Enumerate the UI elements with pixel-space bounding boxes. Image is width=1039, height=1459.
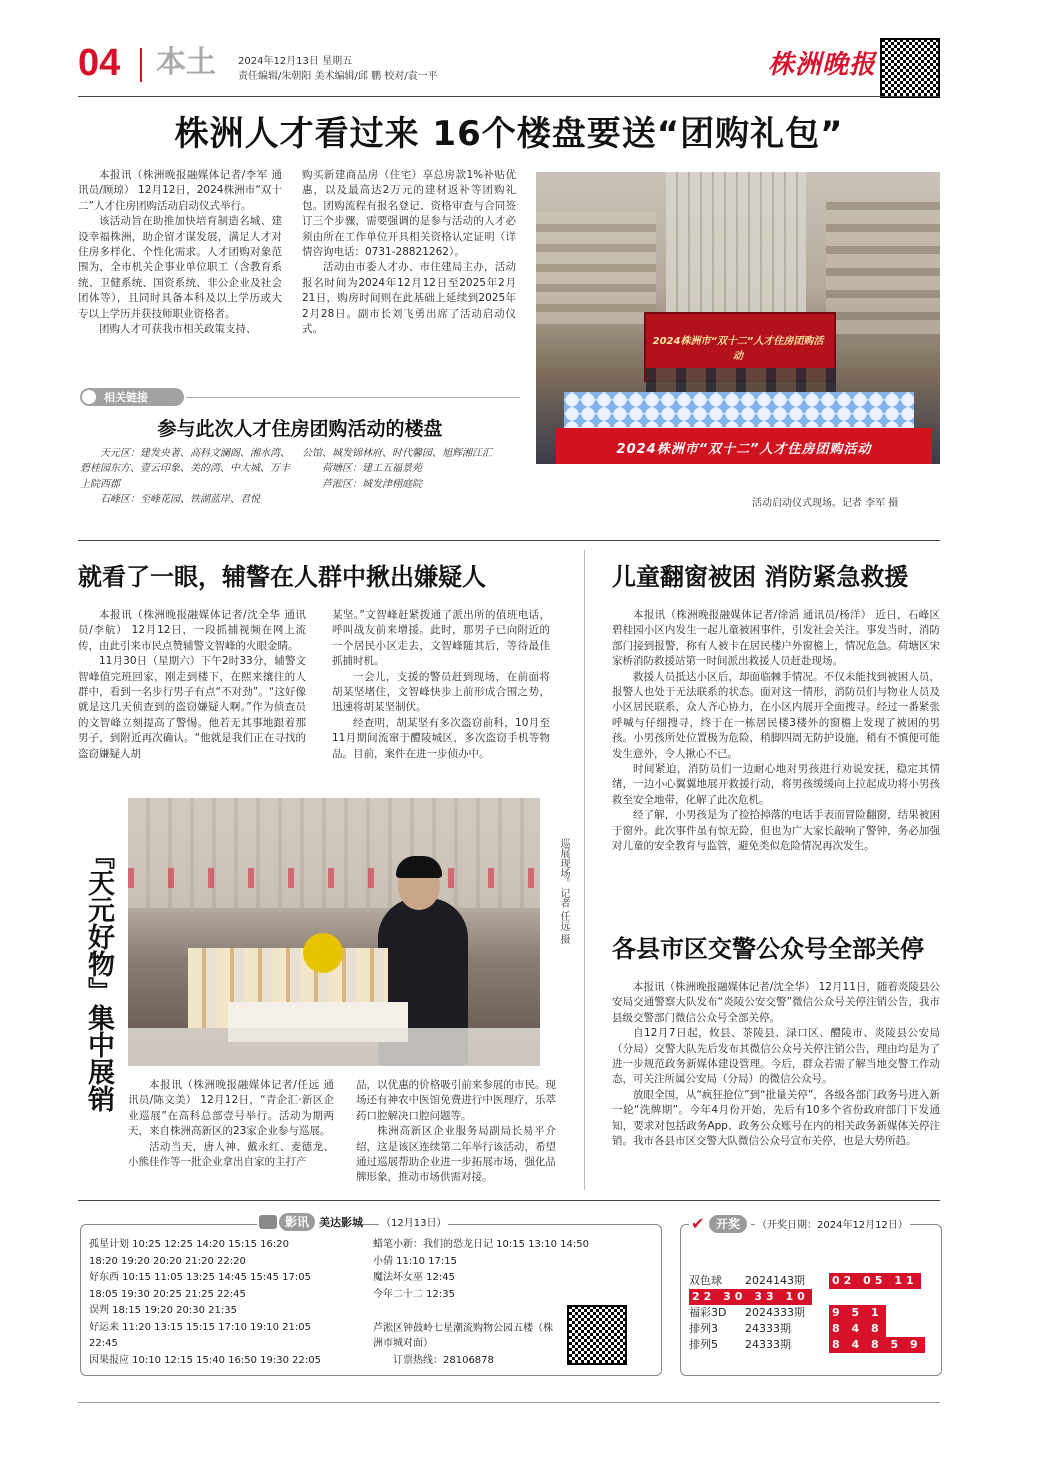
movie-line: 蜡笔小新：我们的恐龙日记 10:15 13:10 14:50 — [373, 1239, 589, 1250]
lottery-issue: 24333期 — [745, 1338, 791, 1351]
article1-p5: 活动由市委人才办、市住建局主办，活动报名时间为2024年12月12日至2025年2月21日，购房时间则在此基础上延续到2025年2月28日。副市长刘飞勇出席了活动启动仪式。 — [302, 261, 516, 336]
article2-p5: 经查明，胡某坚有多次盗窃前科，10月至11月期间流窜于醴陵城区，多次盗窃手机等物品。目前，案件在进一步侦办中。 — [332, 716, 550, 760]
lottery-rows — [689, 1273, 935, 1353]
lottery-issue: 2024143期 — [745, 1274, 805, 1287]
headline-article2: 就看了一眼，辅警在人群中揪出嫌疑人 — [78, 563, 486, 591]
article3-p4: 株洲高新区企业服务局副局长易平介绍，这是该区连续第二年举行该活动，希望通过巡展帮助企业进一步拓展市场，强化品牌形象，推动市场供需对接。 — [356, 1125, 556, 1184]
article2-p2: 11月30日（星期六）下午2时33分，辅警文智峰值完班回家，刚走到楼下，在熙来攘往的人群中，看到一名步行男子有点“不对劲”。“这好像就是这几天侦查到的盗窃嫌疑人啊。”作为侦查员的文智峰立刻提高了警惕。他若无其事地跟着那男子，到附近再次确认。“他就是我们正在寻找的盗窃嫌疑人胡 — [78, 655, 306, 760]
article3-photo-caption: 巡展现场。记者 任远 摄 — [558, 838, 569, 945]
stage-banner-text: 2024株洲市“双十二”人才住房团购活动 — [616, 442, 872, 457]
header-qr-code — [880, 38, 940, 98]
lottery-tag — [689, 1213, 751, 1235]
article1-col1 — [78, 168, 282, 337]
article4-p3: 时间紧迫，消防员们一边耐心地对男孩进行劝说安抚，稳定其情绪，一边小心翼翼地展开救援行动，将男孩缓缓向上拉起成功将小男孩救至安全地带，化解了此次危机。 — [612, 763, 940, 806]
article5-body — [612, 980, 940, 1149]
movie-line: 18:05 19:30 20:25 21:25 22:45 — [89, 1288, 246, 1300]
article5-p2: 自12月7日起，攸县、茶陵县、渌口区、醴陵市、炎陵县公安局（分局）交警大队先后发布其微信公众号关停注销公告，理由均是为了进一步规范政务新媒体建设管理。今后，群众若需了解当地交警工作动态，可关注所属公安局（分局）的微信公众号。 — [612, 1027, 940, 1086]
cinema-name: 美达影城 — [319, 1216, 363, 1229]
article3-photo — [128, 798, 540, 1066]
stage-screen-text: 2024株洲市“双十二”人才住房团购活动 — [652, 336, 824, 362]
article1-photo — [536, 172, 940, 464]
lottery-row — [689, 1337, 935, 1353]
lottery-name: 福彩3D — [689, 1306, 727, 1319]
movie-box — [80, 1215, 662, 1376]
editors-line: 责任编辑/朱朝阳 美术编辑/邱 鹏 校对/袁一平 — [238, 71, 438, 82]
cinema-qr-code — [567, 1305, 627, 1365]
movie-line: 18:20 19:20 20:20 21:20 22:20 — [89, 1255, 246, 1267]
article4-p1: 本报讯（株洲晚报融媒体记者/徐滔 通讯员/杨洋） 近日，石峰区碧桂园小区内发生一起儿童被困事件，引发社会关注。事发当时，消防部门接到报警，称有人被卡在居民楼户外窗檐上，情况危急。荷塘区宋家桥消防救援站第一时间派出救援人员赶赴现场。 — [612, 609, 940, 668]
lottery-numbers: 02 05 11 — [829, 1273, 921, 1289]
section-name: 本土 — [156, 45, 216, 80]
headline-article1: 株洲人才看过来 16个楼盘要送“团购礼包” — [174, 114, 844, 154]
film-reel-icon — [259, 1215, 277, 1229]
movie-date: （12月13日） — [379, 1214, 448, 1229]
lottery-row — [689, 1273, 935, 1289]
article4-body — [612, 608, 940, 855]
article1-p3: 团购人才可获我市相关政策支持、 — [99, 323, 257, 336]
article3-p3: 品，以优惠的价格吸引前来参展的市民。现场还有神农中医馆免费进行中医理疗，乐萃药口腔解决口腔问题等。 — [356, 1079, 556, 1122]
movie-line: 22:45 — [89, 1338, 118, 1349]
lottery-tag-label: 开奖 — [709, 1215, 747, 1233]
article1-p1: 本报讯（株洲晚报融媒体记者/李军 通讯员/顾琼） 12月12日，2024株洲市“双十二”人才住房团购活动启动仪式举行。 — [78, 169, 282, 212]
headline-article4: 儿童翻窗被困 消防紧急救援 — [612, 563, 909, 591]
article3-col2 — [356, 1078, 556, 1186]
article1-p2: 该活动旨在助推加快培育制造名城、建设幸福株洲，助企留才谋发展，满足人才对住房多样化、个性化需求。人才团购对象范围为，全市机关企事业单位职工（含教育系统、卫健系统、国资系统、非公企业及社会团体等），且同时具备本科及以上学历或大专以上学历并获技师职业资格者。 — [78, 215, 282, 320]
lottery-name: 排列5 — [689, 1338, 718, 1351]
movie-line: 魔法坏女巫 12:45 — [373, 1272, 455, 1283]
article4-p2: 救援人员抵达小区后，却面临棘手情况。不仅未能找到被困人员，报警人也处于无法联系的状态。面对这一情形，消防员们与物业人员及小区居民联系，众人齐心协力，在小区内展开全面搜寻。经过一番紧张呼喊与仔细搜寻，终于在一栋居民楼3楼外的窗檐上发现了被困的男孩。小男孩所处位置极为危险，稍脚四周无防护设施，稍有不慎便可能发生意外，令人揪心不已。 — [612, 670, 940, 760]
article5-p1: 本报讯（株洲晚报融媒体记者/沈全华） 12月11日，随着炎陵县公安局交通警察大队发布“炎陵公安交警”微信公众号关停注销公告，我市县级交警部门微信公众号全部关停。 — [612, 981, 940, 1024]
movie-line: 小倩 11:10 17:15 — [373, 1255, 457, 1267]
movie-line: 今年二十二 12:35 — [373, 1288, 455, 1300]
header-divider — [140, 48, 142, 82]
lottery-name: 排列3 — [689, 1322, 718, 1335]
related-tianyuan: 天元区：建发央著、高科文澜阁、湘水湾、碧桂园东方、壹云印象、美的湾、中大城、万丰上院西郡 — [80, 448, 290, 490]
article2-p4: 一会儿，支援的警员赶到现场，在前面将胡某坚堵住，文智峰快步上前形成合围之势，迅速将胡某坚制伏。 — [332, 670, 550, 714]
section-rule-2 — [78, 1200, 940, 1201]
lottery-name: 双色球 — [689, 1274, 722, 1287]
masthead-logo: 株洲晚报 — [768, 50, 877, 80]
related-tag — [80, 388, 184, 406]
article2-p1: 本报讯（株洲晚报融媒体记者/沈全华 通讯员/李航） 12月12日，一段抓捕视频在网上流传，由此引来市民点赞辅警文智峰的火眼金睛。 — [78, 609, 306, 652]
article4-p4: 经了解，小男孩是为了捡拾掉落的电话手表而冒险翻窗，结果被困于窗外。此次事件虽有惊无险，但也为广大家长敲响了警钟，务必加强对儿童的安全教育与监管，避免类似危险情况再次发生。 — [612, 809, 940, 853]
page-number: 04 — [78, 42, 121, 84]
lottery-row — [689, 1321, 935, 1337]
movie-line: 好运来 11:20 13:15 15:15 17:10 19:10 21:05 — [89, 1321, 311, 1333]
article1-p4: 购买新建商品房（住宅）享总房款1%补贴优惠，以及最高达2万元的建材返补等团购礼包。团购流程有报名登记、资格审查与合同签订三个步骤，需要强调的是参与活动的人才必须由所在工作单位开具相关资格认定证明（详情咨询电话：0731-28821262）。 — [302, 169, 516, 259]
movie-line: 孤星计划 10:25 12:25 14:20 15:15 16:20 — [89, 1239, 289, 1250]
headline-article5: 各县市区交警公众号全部关停 — [612, 935, 924, 963]
cinema-phone: 订票热线：28106878 — [393, 1355, 494, 1366]
lottery-numbers: 22 30 33 10 — [689, 1289, 812, 1305]
movie-line: 误判 18:15 19:20 20:30 21:35 — [89, 1305, 237, 1316]
related-shifeng-cont: 公馆、城发锦林府、时代馨园、旭辉湘江汇 — [302, 448, 492, 459]
related-tag-label: 相关链接 — [104, 391, 148, 404]
article3-p1: 本报讯（株洲晚报融媒体记者/任远 通讯员/陈文美） 12月12日，“青企汇·新区企业巡展”在高科总部壹号举行。活动为期两天，来自株洲高新区的23家企业参与巡展。 — [128, 1079, 334, 1138]
article2-col1 — [78, 608, 306, 762]
movie-list-right — [373, 1237, 657, 1303]
header-rule — [78, 96, 940, 97]
lottery-box — [680, 1214, 942, 1376]
movie-tag-label: 影讯 — [279, 1213, 315, 1231]
column-divider — [584, 550, 585, 1190]
article1-photo-caption: 活动启动仪式现场。记者 李军 摄 — [752, 498, 899, 509]
article5-p3: 放眼全国，从“疯狂抢位”到“批量关停”，各级各部门政务号进入新一轮“洗牌期”。今年4月份开始，先后有10多个省份政府部门下发通知，要求对包括政务App、政务公众账号在内的相关政务新媒体关停注销。我市各县市区交警大队微信公众号宣布关停，也是大势所趋。 — [612, 1088, 940, 1148]
balloon-row — [564, 392, 914, 430]
section-rule-1 — [78, 540, 940, 541]
lottery-row — [689, 1305, 935, 1321]
lottery-numbers: 8 4 8 — [829, 1321, 886, 1337]
movie-tag — [257, 1211, 363, 1233]
article1-col2 — [302, 168, 516, 337]
lottery-open-date: （开奖日期：2024年12月12日） — [755, 1216, 910, 1231]
page-header — [78, 40, 948, 98]
article2-col2 — [332, 608, 550, 762]
related-rule — [186, 397, 520, 398]
cinema-address: 芦淞区钟鼓岭七星潮流购物公园五楼（株洲市城对面） — [373, 1323, 553, 1349]
movie-line: 因果报应 10:10 12:15 15:40 16:50 19:30 22:05 — [89, 1354, 321, 1366]
article3-vertical-title: 『天元好物』集中展销 — [83, 842, 114, 1112]
article2-p3: 某坚。”文智峰赶紧拨通了派出所的值班电话，呼叫战友前来增援。此时，那男子已向附近的一个居民小区走去，文智峰随其后，等待最佳抓捕时机。 — [332, 609, 550, 668]
date-line: 2024年12月13日 星期五 — [238, 56, 353, 67]
lottery-row — [689, 1289, 935, 1305]
check-icon: ✔ — [691, 1214, 705, 1233]
footer-rule — [78, 1402, 940, 1403]
related-shifeng: 石峰区：至峰花园、铁湖蓝岸、君悦 — [100, 494, 260, 506]
lottery-numbers: 8 4 8 5 9 — [829, 1337, 925, 1353]
related-hetang: 荷塘区：建工五福景苑 — [322, 463, 422, 475]
related-left-col — [80, 446, 294, 508]
lottery-numbers: 9 5 1 — [829, 1305, 886, 1321]
lottery-issue: 24333期 — [745, 1322, 791, 1335]
lottery-issue: 2024333期 — [745, 1306, 805, 1319]
movie-list-left — [89, 1237, 361, 1369]
related-title: 参与此次人才住房团购活动的楼盘 — [157, 418, 443, 440]
related-lusong: 芦淞区：城发津栩庭院 — [322, 478, 422, 490]
article3-col1 — [128, 1078, 334, 1170]
movie-line: 好东西 10:15 11:05 13:25 14:45 15:45 17:05 — [89, 1272, 311, 1283]
related-tag-icon — [82, 390, 96, 404]
article3-p2: 活动当天，唐人神、戴永红、麦德龙、小熊佳作等一批企业拿出自家的主打产 — [128, 1140, 334, 1169]
related-right-col — [302, 446, 516, 492]
